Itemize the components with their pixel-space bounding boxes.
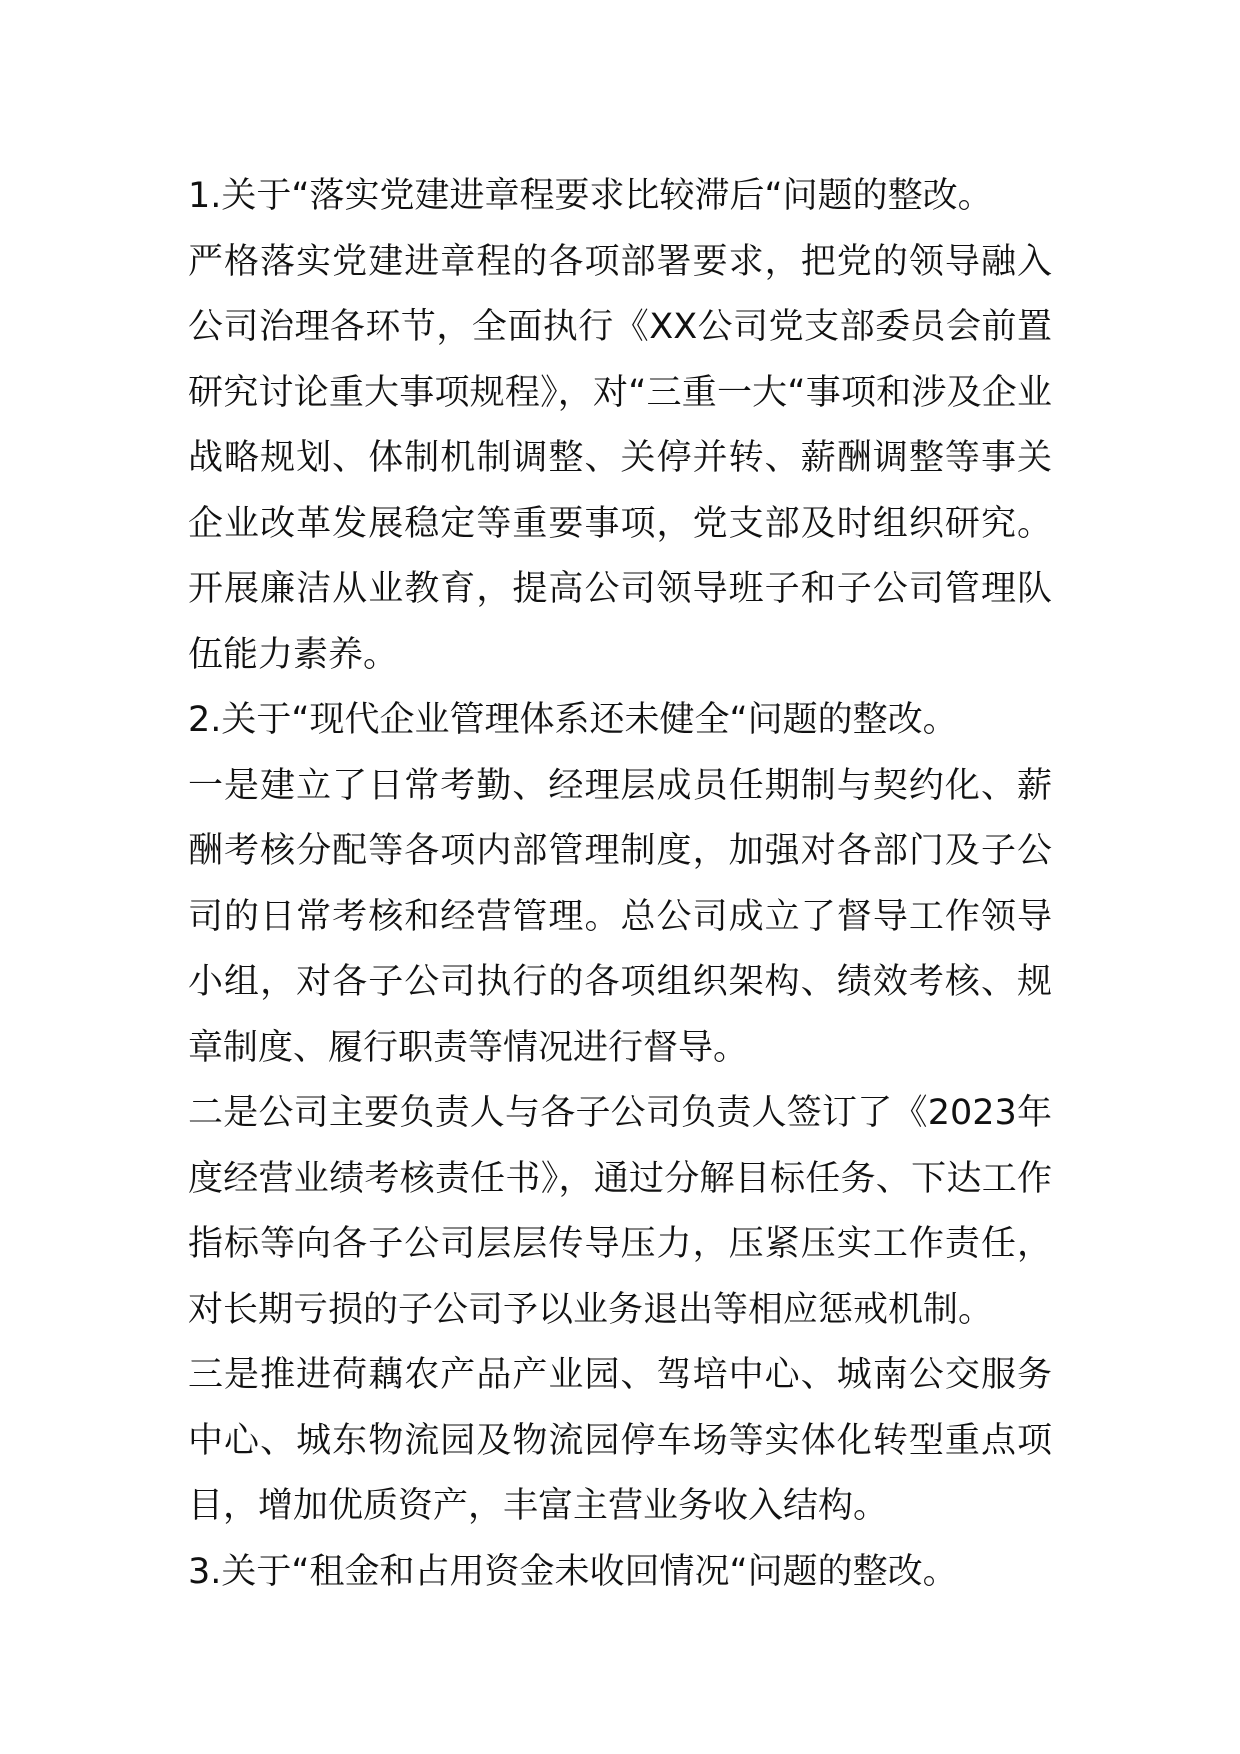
body-paragraph-1: 严格落实党建进章程的各项部署要求，把党的领导融入公司治理各环节，全面执行《XX公司党支部委员会前置研究讨论重大事项规程》，对“三重一大“事项和涉及企业战略规划、体制机制调整、关停并转、薪酬调整等事关企业改革发展稳定等重要事项，党支部及时组织研究。开展廉洁从业教育，提高公司领导班子和子公司管理队伍能力素养。	[188, 241, 1052, 675]
section-heading-3: 3.关于“租金和占用资金未收回情况“问题的整改。	[188, 1551, 958, 1592]
section-heading-1: 1.关于“落实党建进章程要求比较滞后“问题的整改。	[188, 176, 993, 216]
body-paragraph-2: 一是建立了日常考勤、经理层成员任期制与契约化、薪酬考核分配等各项内部管理制度，加强对各部门及子公司的日常考核和经营管理。总公司成立了督导工作领导小组，对各子公司执行的各项组织架构、绩效考核、规章制度、履行职责等情况进行督导。	[188, 765, 1052, 1068]
body-paragraph-4: 三是推进荷藕农产品产业园、驾培中心、城南公交服务中心、城东物流园及物流园停车场等实体化转型重点项目，增加优质资产，丰富主营业务收入结构。	[188, 1355, 1052, 1526]
section-heading-2: 2.关于“现代企业管理体系还未健全“问题的整改。	[188, 700, 958, 740]
body-paragraph-3: 二是公司主要负责人与各子公司负责人签订了《2023年度经营业绩考核责任书》，通过分解目标任务、下达工作指标等向各子公司层层传导压力，压紧压实工作责任，对长期亏损的子公司予以业务退出等相应惩戒机制。	[188, 1093, 1052, 1330]
document-body	[188, 164, 1052, 1605]
